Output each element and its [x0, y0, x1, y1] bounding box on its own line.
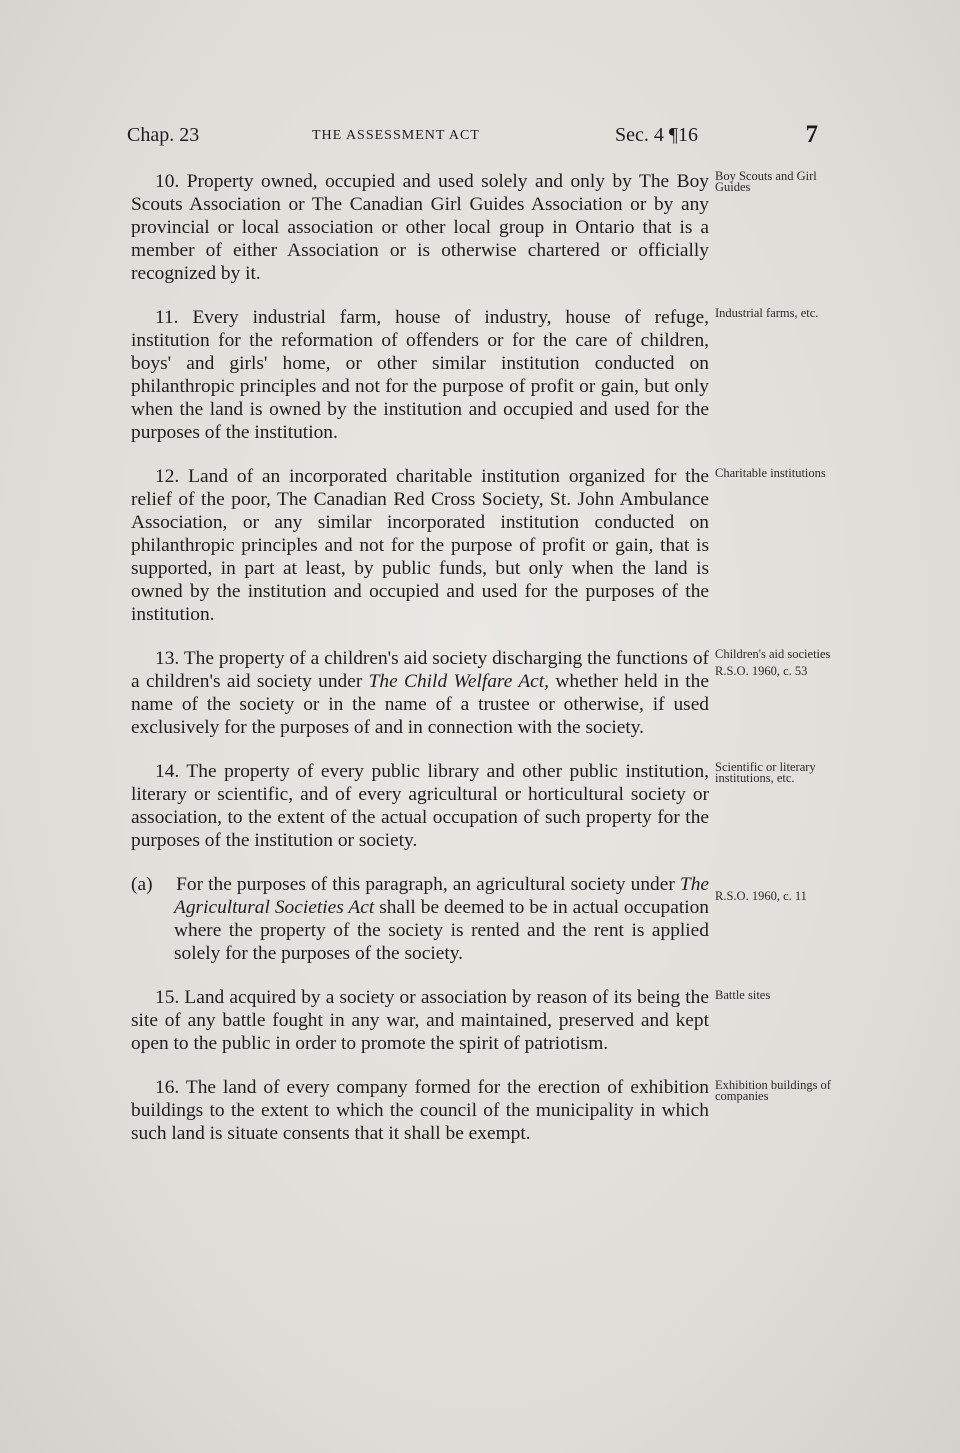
running-header [127, 121, 820, 152]
paragraph-number: 12. [155, 466, 180, 487]
paragraph-text-before: For the purposes of this paragraph, an agricultural society under [176, 874, 675, 895]
act-name-italic: The Agricultural Societies Act [174, 874, 710, 918]
paragraph-10 [131, 169, 817, 285]
statute-reference: R.S.O. 1960, c. 53 [715, 664, 808, 678]
paragraph-text: Land acquired by a society or association by reason of its being the site of any battle fought in any war, and maintained, preserved and kept open to the public in order to promote the spirit of patriotism. [131, 987, 709, 1054]
margin-note: Boy Scouts and Girl Guides [715, 169, 817, 194]
margin-note: Battle sites [715, 988, 771, 1002]
margin-note: Charitable institutions [715, 466, 826, 480]
paragraph-text: The property of every public library and other public institution, literary or scientific, and of every agricultural or horticultural society or association, to the extent of the actual occupation of such property for the purposes of the institution or society. [131, 761, 710, 851]
paragraph-text-before: The property of a children's aid society discharging the functions of a children's aid society under [131, 648, 709, 692]
paragraph-text: Property owned, occupied and used solely and only by The Boy Scouts Association or The Canadian Girl Guides Association or by any provincial or local association or other local group in Ontario that is a member of either Association or is otherwise chartered or officially recognized by it. [131, 171, 709, 284]
statute-body [131, 169, 831, 1166]
paragraph-text: Every industrial farm, house of industry, house of refuge, institution for the reformation of offenders or for the care of children, boys' and girls' home, or other similar institution conducted on philanthropic principles and not for the purpose of profit or gain, but only when the land is owned by the institution and occupied and used for the purposes of the institution. [131, 307, 709, 443]
clause-letter: (a) [131, 874, 153, 895]
paragraph-number: 16. [155, 1077, 180, 1098]
paragraph-14a [131, 873, 807, 965]
paragraph-16 [131, 1076, 831, 1145]
paragraph-12 [131, 465, 826, 626]
paragraph-text: The land of every company formed for the erection of exhibition buildings to the extent to which the council of the municipality in which such land is situate consents that it shall be exempt. [131, 1077, 710, 1144]
act-title: THE ASSESSMENT ACT [312, 128, 480, 143]
paragraph-text-after: whether held in the name of the society or in the name of a trustee or otherwise, if used exclusively for the purposes of and in connection with the society. [131, 671, 709, 738]
paragraph-number: 13. [155, 648, 180, 669]
page-number: 7 [805, 121, 818, 148]
paragraph-text-after: shall be deemed to be in actual occupation where the property of the society is rented and the rent is applied solely for the purposes of the society. [174, 897, 709, 964]
paragraph-text: Land of an incorporated charitable institution organized for the relief of the poor, The Canadian Red Cross Society, St. John Ambulance Association, or any similar incorporated institution conducted on philanthropic principles and not for the purpose of profit or gain, that is supported, in part at least, by public funds, but only when the land is owned by the institution and occupied and used for the purposes of the institution. [131, 466, 709, 625]
paragraph-number: 15. [155, 987, 180, 1008]
paragraph-15 [131, 986, 771, 1055]
margin-note: Children's aid societies R.S.O. 1960, c. 53 [709, 649, 833, 677]
statute-reference: R.S.O. 1960, c. 11 [715, 889, 807, 903]
margin-note: Scientific or literary institutions, etc. [715, 760, 816, 785]
paragraph-13 [131, 647, 831, 739]
paragraph-number: 14. [155, 761, 180, 782]
paragraph-11 [131, 306, 819, 444]
paragraph-14 [131, 760, 816, 852]
margin-note [709, 891, 833, 902]
chapter-label: Chap. 23 [127, 124, 200, 146]
paragraph-number: 11. [155, 307, 179, 328]
margin-note: Exhibition buildings of companies [715, 1078, 831, 1103]
section-label: Sec. 4 ¶16 [615, 124, 698, 146]
margin-note: Industrial farms, etc. [715, 306, 819, 320]
paragraph-number: 10. [155, 171, 180, 192]
act-name-italic: The Child Welfare Act, [368, 671, 550, 692]
